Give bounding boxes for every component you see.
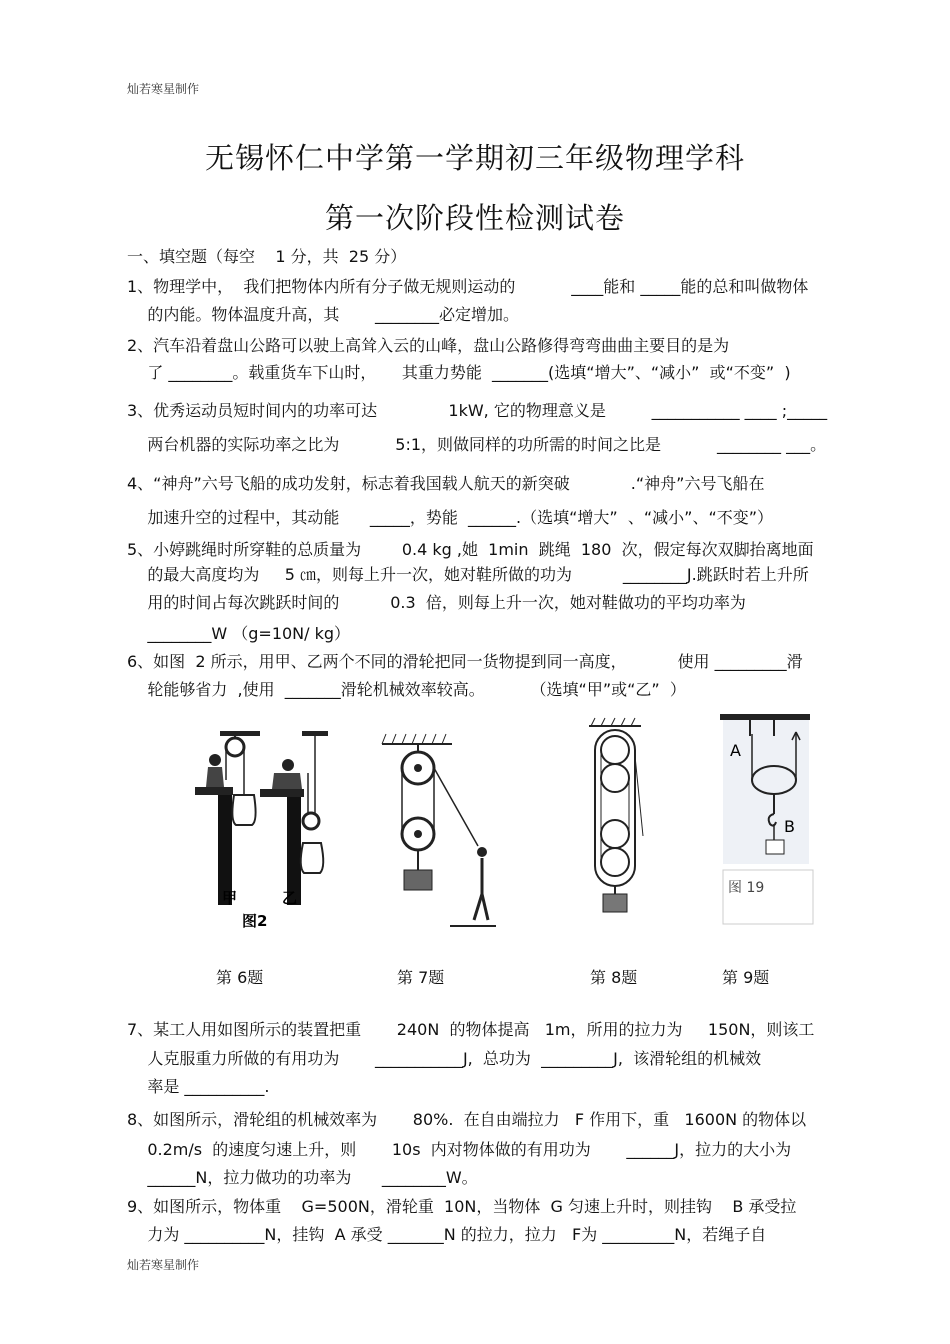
exam-title: 无锡怀仁中学第一学期初三年级物理学科: [204, 141, 745, 175]
figure-2-label: 图2: [242, 912, 268, 930]
q9-line1: 9、如图所示，物体重 G=500N，滑轮重 10N，当物体 G 匀速上升时，则挂钩 B 承受拉: [127, 1197, 797, 1216]
q6-line1: 6、如图 2 所示，用甲、乙两个不同的滑轮把同一货物提到同一高度， 使用 _________滑: [127, 652, 803, 671]
q5-line2: 的最大高度均为 5 ㎝，则每上升一次，她对鞋所做的功为 ________J.跳跃时若上升所: [127, 565, 809, 584]
q7-line3: 率是 __________.: [127, 1077, 270, 1096]
q4-line1: 4、“神舟”六号飞船的成功发射，标志着我国载人航天的新突破 .“神舟”六号飞船在: [127, 474, 765, 493]
figure-q6-pulleys: [190, 725, 340, 935]
q5-line4: ________W （g=10N/ kg）: [127, 624, 351, 643]
q8-line3: ______N，拉力做功的功率为 ________W。: [127, 1168, 478, 1187]
caption-q9: 第 9题: [722, 968, 770, 987]
q7-line1: 7、某工人用如图所示的装置把重 240N 的物体提高 1m，所用的拉力为 150N，则该工: [127, 1020, 815, 1039]
q4-line2: 加速升空的过程中，其动能 _____，势能 ______.（选填“增大” 、“减小”、“不变”）: [127, 508, 774, 527]
q2-line1: 2、汽车沿着盘山公路可以驶上高耸入云的山峰，盘山公路修得弯弯曲曲主要目的是为: [127, 336, 730, 355]
label-yi: 乙: [282, 889, 298, 907]
q3-line2: 两台机器的实际功率之比为 5:1，则做同样的功所需的时间之比是 ________ ___。: [127, 435, 827, 454]
watermark-top: 灿若寒星制作: [127, 82, 200, 96]
q1-line2: 的内能。物体温度升高，其 ________必定增加。: [127, 305, 519, 324]
figure-q7-worker-pulley: [378, 728, 498, 943]
figure-q9-hook-pulley: [720, 714, 816, 926]
q5-line1: 5、小婷跳绳时所穿鞋的总质量为 0.4 kg ,她 1min 跳绳 180 次，假定每次双脚抬离地面: [127, 540, 814, 559]
caption-q6: 第 6题: [216, 968, 264, 987]
exam-subtitle: 第一次阶段性检测试卷: [324, 201, 625, 235]
q6-line2: 轮能够省力 ,使用 _______滑轮机械效率较高。 （选填“甲”或“乙” ）: [127, 680, 686, 699]
q9-line2: 力为 __________N，挂钩 A 承受 _______N 的拉力，拉力 F为 _________N，若绳子自: [127, 1225, 767, 1244]
q3-line1: 3、优秀运动员短时间内的功率可达 1kW, 它的物理意义是 ___________ ____ ;_____: [127, 401, 828, 420]
q7-line2: 人克服重力所做的有用功为 ___________J, 总功为 _________J, 该滑轮组的机械效: [127, 1049, 762, 1068]
section-heading: 一、填空题（每空 1 分，共 25 分）: [127, 247, 407, 266]
q5-line3: 用的时间占每次跳跃时间的 0.3 倍，则每上升一次，她对鞋做功的平均功率为: [127, 593, 746, 612]
q8-line1: 8、如图所示，滑轮组的机械效率为 80%. 在自由端拉力 F 作用下，重 1600N 的物体以: [127, 1110, 807, 1129]
figure-19-label: 图 19: [728, 880, 765, 896]
label-hook-a: A: [730, 741, 741, 760]
figure-q8-pulley-block: [585, 716, 645, 916]
caption-q7: 第 7题: [397, 968, 445, 987]
q1-line1: 1、物理学中， 我们把物体内所有分子做无规则运动的 ____能和 _____能的总和叫做物体: [127, 277, 809, 296]
caption-q8: 第 8题: [590, 968, 638, 987]
q2-line2: 了 ________。载重货车下山时， 其重力势能 _______(选填“增大”、“减小” 或“不变” ): [127, 363, 791, 382]
label-jia: 甲: [222, 889, 238, 907]
watermark-bottom: 灿若寒星制作: [127, 1258, 200, 1272]
q8-line2: 0.2m/s 的速度匀速上升，则 10s 内对物体做的有用功为 ______J，拉力的大小为: [127, 1140, 792, 1159]
label-hook-b: B: [784, 817, 795, 836]
